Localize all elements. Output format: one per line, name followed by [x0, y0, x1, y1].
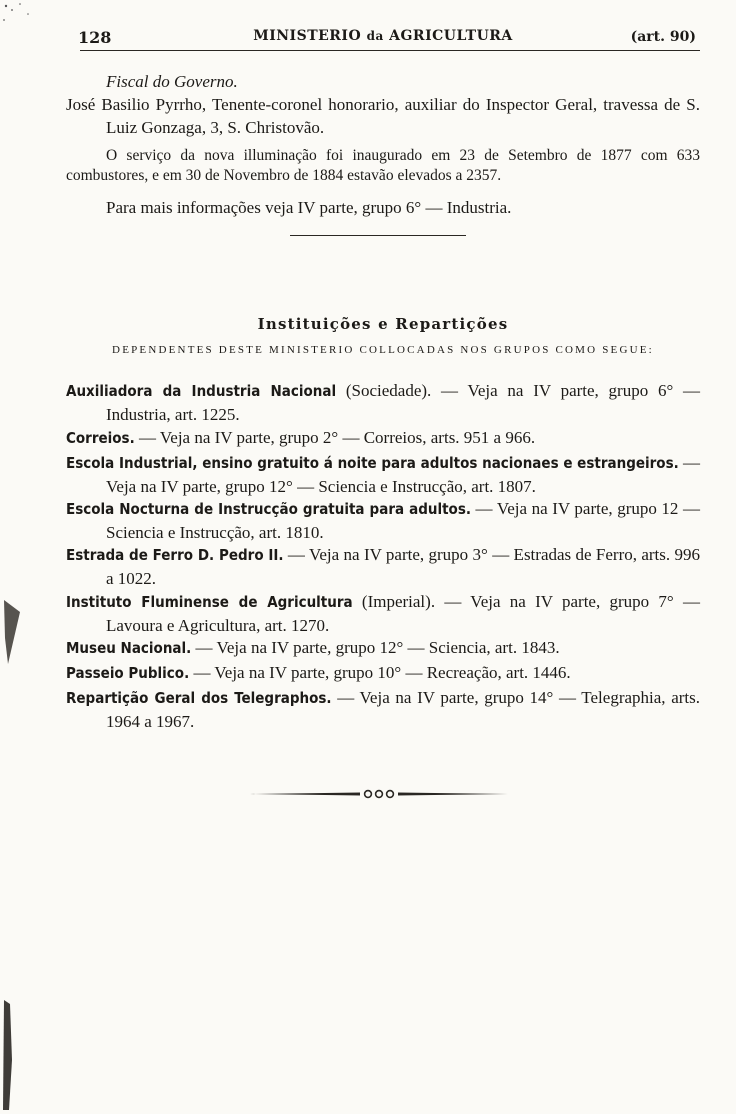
entry-head: Escola Nocturna de Instrucção gratuita para adultos. [66, 500, 471, 518]
entry-correios [66, 426, 700, 450]
margin-edge-mark-icon [0, 1000, 16, 1112]
entry-estrada-de-ferro [66, 543, 700, 590]
entry-text: (Imperial). — Veja na IV parte, grupo 7° — Lavoura e Agricultura, art. 1270. [106, 592, 701, 635]
title-connector: da [366, 29, 384, 43]
entry-head: Repartição Geral dos Telegraphos. [66, 689, 332, 707]
entry-text: — Veja na IV parte, grupo 12° — Sciencia e Instrucção, art. 1807. [106, 453, 701, 496]
entry-text: — Veja na IV parte, grupo 10° — Recreação, art. 1446. [189, 663, 571, 682]
article-reference: (art. 90) [630, 29, 696, 45]
entry-text: — Veja na IV parte, grupo 3° — Estradas de Ferro, arts. 996 a 1022. [106, 545, 700, 588]
body-text [66, 0, 700, 1114]
entry-escola-industrial [66, 451, 700, 498]
fiscal-person: José Basilio Pyrrho, Tenente-coronel honorario, auxiliar do Inspector Geral, travessa de S. Luiz Gonzaga, 3, S. Christovão. [66, 95, 700, 137]
entry-head: Passeio Publico. [66, 664, 190, 682]
title-main: MINISTERIO [253, 28, 362, 44]
margin-smudge-icon [2, 598, 22, 668]
entry-escola-nocturna [66, 497, 700, 544]
entry-text: — Veja na IV parte, grupo 12 — Sciencia e Instrucção, art. 1810. [106, 499, 700, 542]
entry-instituto-fluminense [66, 590, 700, 637]
entry-head: Estrada de Ferro D. Pedro II. [66, 546, 284, 564]
entry-head: Museu Nacional. [66, 639, 192, 657]
entry-museu-nacional [66, 636, 700, 660]
entry-text: — Veja na IV parte, grupo 2° — Correios, arts. 951 a 966. [134, 428, 536, 447]
entry-auxiliadora [66, 379, 700, 426]
title-end: AGRICULTURA [389, 28, 513, 44]
lighting-paragraph: O serviço da nova illuminação foi inaugurado em 23 de Setembro de 1877 com 633 combustores, e em 30 de Novembro de 1884 estavão elevados a 2357. [66, 147, 700, 184]
entry-text: (Sociedade). — Veja na IV parte, grupo 6° — Industria, art. 1225. [106, 381, 700, 424]
entry-text: — Veja na IV parte, grupo 14° — Telegraphia, arts. 1964 a 1967. [106, 688, 700, 731]
section-divider [290, 235, 466, 236]
closing-ornament-icon [248, 786, 510, 802]
fiscal-label: Fiscal do Governo. [106, 72, 238, 91]
corner-speckle-icon [0, 0, 40, 30]
page-number: 128 [78, 28, 112, 47]
section-title: Instituições e Repartições [257, 315, 509, 333]
entry-head: Auxiliadora da Industria Nacional [66, 382, 337, 400]
entry-head: Escola Industrial, ensino gratuito á noite para adultos nacionaes e estrangeiros. [66, 454, 679, 472]
entry-head: Correios. [66, 429, 135, 447]
entry-telegraphos [66, 686, 700, 733]
more-info-paragraph: Para mais informações veja IV parte, grupo 6° — Industria. [106, 198, 512, 217]
section-subtitle: DEPENDENTES DESTE MINISTERIO COLLOCADAS NOS GRUPOS COMO SEGUE: [112, 344, 654, 356]
entry-head: Instituto Fluminense de Agricultura [66, 593, 353, 611]
entry-passeio-publico [66, 661, 700, 685]
entry-text: — Veja na IV parte, grupo 12° — Sciencia, art. 1843. [191, 638, 560, 657]
